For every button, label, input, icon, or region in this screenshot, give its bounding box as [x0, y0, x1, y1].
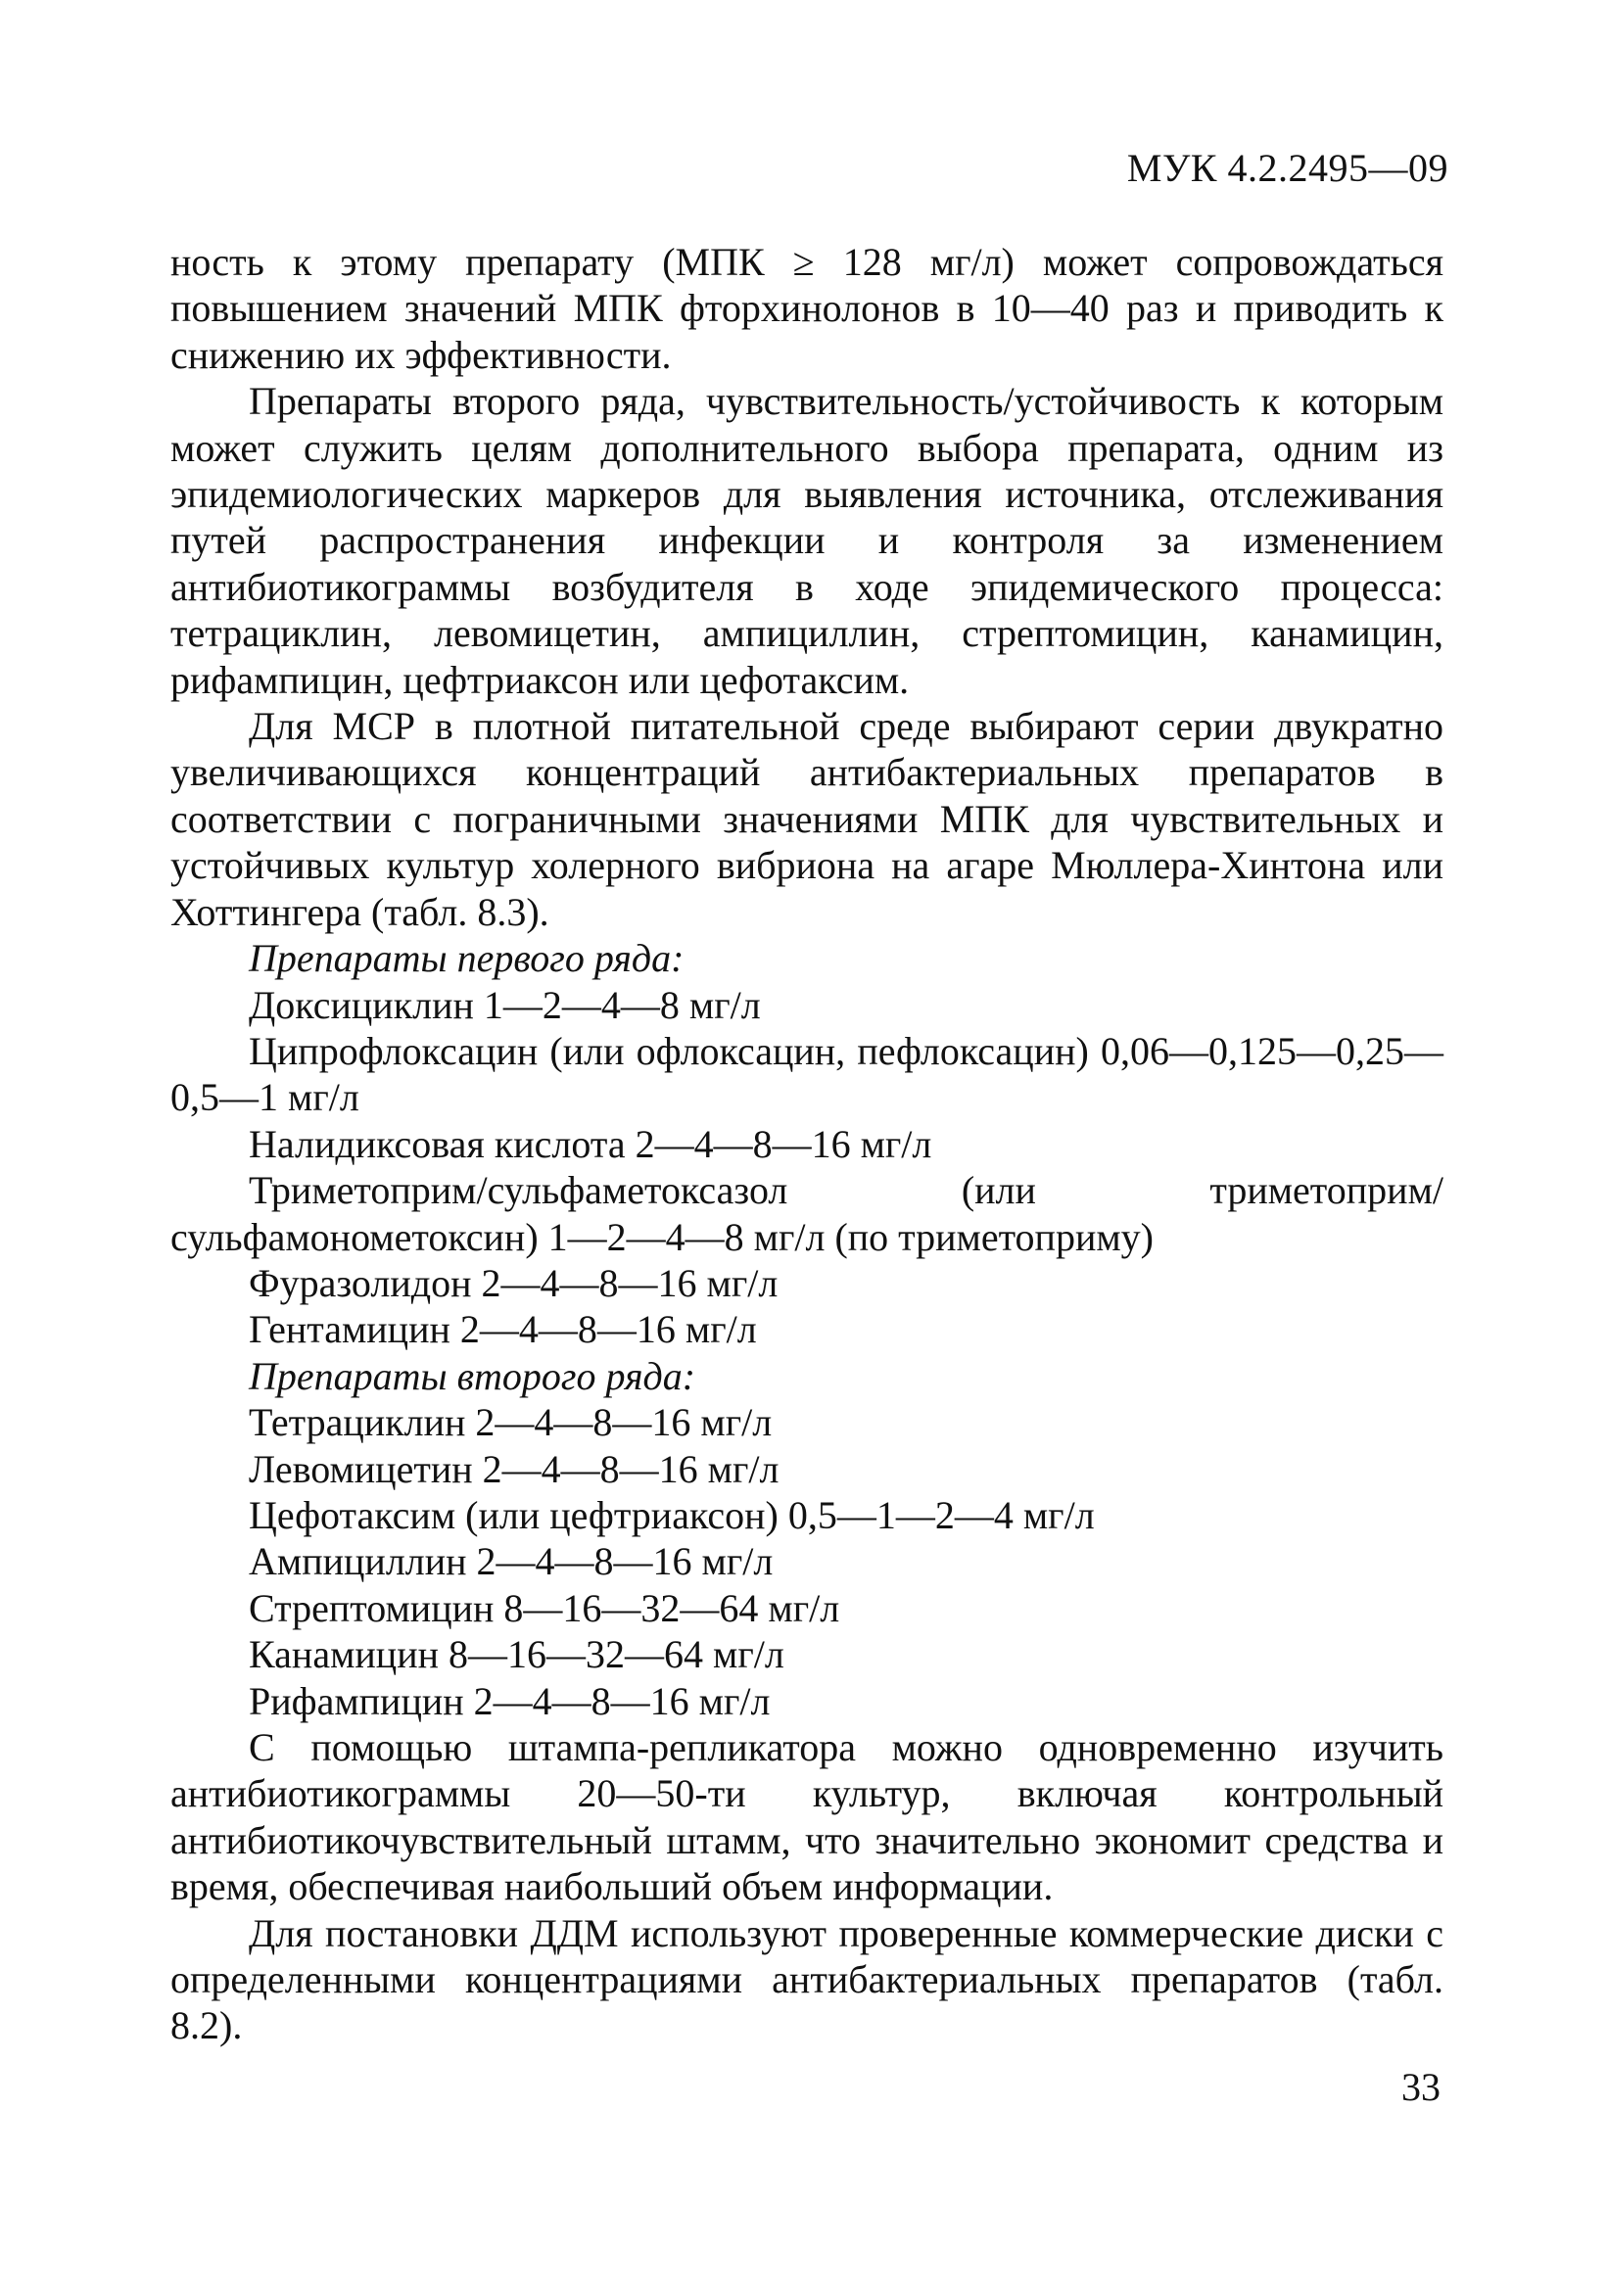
second-line-heading: Препараты второго ряда: [249, 1353, 696, 1398]
first-line-item: Гентамицин 2—4—8—16 мг/л [249, 1307, 757, 1352]
first-line-item: Доксициклин 1—2—4—8 мг/л [249, 982, 761, 1027]
first-line-item: Налидиксовая кислота 2—4—8—16 мг/л [249, 1121, 932, 1166]
second-line-item: Канамицин 8—16—32—64 мг/л [249, 1632, 784, 1677]
document-code-header: МУК 4.2.2495—09 [1126, 146, 1448, 190]
paragraph-second-line-drugs: Препараты второго ряда, чувствительность/устойчивость к которым может служить целям дополнительного выбора препарата, одним из эпидемиологических маркеров для выявления источника, отслеживания путей распространения инфекции и контроля за изменением антибиотикограммы возбудителя в ходе эпидемического процесса: тетрациклин, левомицетин, ампициллин, стрептомицин, канамицин, рифампицин, цефтриаксон или цефотаксим. [170, 379, 1443, 702]
first-line-heading: Препараты первого ряда: [249, 936, 685, 981]
second-line-item: Цефотаксим (или цефтриаксон) 0,5—1—2—4 мг/л [249, 1492, 1095, 1537]
paragraph-continuation: ность к этому препарату (МПК ≥ 128 мг/л) может сопровождаться повышением значений МПК фторхинолонов в 10—40 раз и приводить к снижению их эффективности. [170, 240, 1443, 377]
second-line-item: Рифампицин 2—4—8—16 мг/л [249, 1678, 771, 1723]
paragraph-replicator: С помощью штампа-репликатора можно одновременно изучить антибиотикограммы 20—50-ти культур, включая контрольный антибиотикочувствительный штамм, что значительно экономит средства и время, обеспечивая наибольший объем информации. [170, 1725, 1443, 1909]
second-line-item: Стрептомицин 8—16—32—64 мг/л [249, 1585, 840, 1630]
first-line-item: Ципрофлоксацин (или офлоксацин, пефлоксацин) 0,06—0,125—0,25—0,5—1 мг/л [170, 1028, 1443, 1120]
body-text [170, 239, 1443, 2049]
first-line-item: Триметоприм/сульфаметоксазол (или триметоприм/сульфамонометоксин) 1—2—4—8 мг/л (по триметоприму) [170, 1168, 1443, 1259]
paragraph-ddm: Для постановки ДДМ используют проверенные коммерческие диски с определенными концентрациями антибактериальных препаратов (табл. 8.2). [170, 1910, 1443, 2048]
second-line-item: Тетрациклин 2—4—8—16 мг/л [249, 1400, 773, 1445]
second-line-item: Ампициллин 2—4—8—16 мг/л [249, 1539, 774, 1584]
paragraph-msr-method: Для МСР в плотной питательной среде выбирают серии двукратно увеличивающихся концентраций антибактериальных препаратов в соответствии с пограничными значениями МПК для чувствительных и устойчивых культур холерного вибриона на агаре Мюллера-Хинтона или Хоттингера (табл. 8.3). [170, 704, 1443, 934]
page-number: 33 [1401, 2065, 1441, 2109]
second-line-item: Левомицетин 2—4—8—16 мг/л [249, 1446, 780, 1491]
first-line-item: Фуразолидон 2—4—8—16 мг/л [249, 1260, 779, 1305]
